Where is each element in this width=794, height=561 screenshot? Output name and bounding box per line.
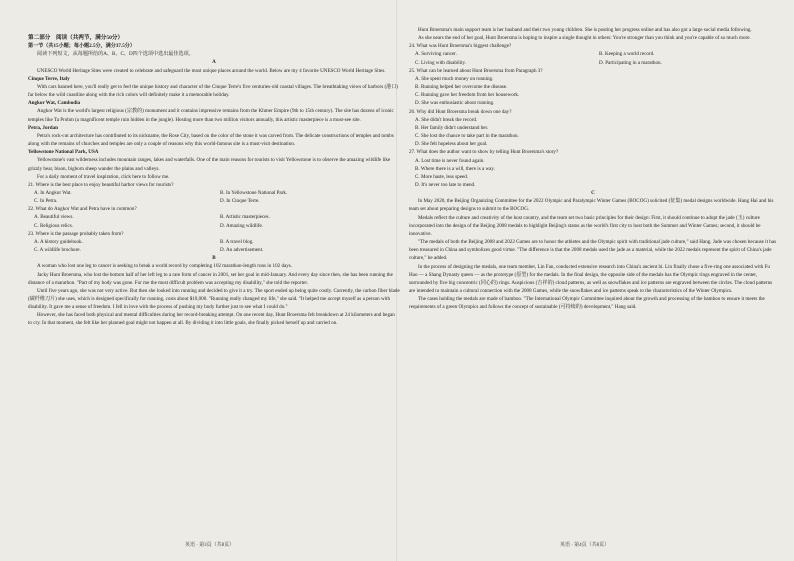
passage-b-paragraph: Until five years ago, she was not very active. But then she looked into running and decided to give it a try. The sport ended up being quite costly. Currently, the carbon fiber blade (碳纤维刀片) she uses, which is designed specifically for running, costs about $10,000. "Running really changed my life," she said. "It helped me accept myself as a person with disability. It gave me a sense of freedom. I fell in love with the process of pushing my body further just to see what I could do." — [28, 287, 400, 311]
question-24: 24. What was Hunt Broersma's biggest challenge? — [409, 43, 512, 50]
option: A. Surviving cancer. — [415, 51, 457, 58]
option: C. Running gave her freedom from her housework. — [415, 92, 520, 99]
option: B. Where there is a will, there is a way. — [415, 165, 495, 172]
passage-b-paragraph: However, she has faced both physical and mental difficulties during her record-breaking attempt. On one recent day, Hunt Broersma felt breakdown at 24 kilometers and began to cry. In that moment, she felt like her planned goal might not happen at all. By dividing it into little goals, she finally picked herself up and carried on. — [28, 312, 395, 327]
site-title-petra: Petra, Jordan — [28, 124, 58, 131]
passage-b-paragraph: Jacky Hunt Broersma, who lost the bottom half of her left leg to a rare form of cancer in 2001, set her goal in mid-January. And every day since then, she has been running the distance of a marathon. "Part of my body was gone. For me the most difficult problem was accepting my disability," she told the reporter. — [28, 271, 393, 286]
option: C. She lost the chance to take part in the marathon. — [415, 133, 519, 140]
option: C. A wildlife brochure. — [34, 247, 81, 254]
question-21-options — [28, 197, 400, 205]
question-23-options — [28, 246, 400, 254]
option: C. Religious relics. — [34, 222, 74, 229]
site-title-cinque-terre: Cinque Terre, Italy — [28, 75, 70, 82]
option: C. In Petra. — [34, 198, 58, 205]
passage-a-closing: For a daily moment of travel inspiration, click here to follow me. — [37, 173, 170, 180]
option: B. Her family didn't understand her. — [415, 124, 489, 131]
option: B. A travel blog. — [220, 238, 254, 245]
option: D. In Cinque Terre. — [220, 198, 260, 205]
page-footer-right: 英语 · 第4页（共8页） — [560, 543, 610, 548]
section-heading: 第二部分 阅读（共两节，满分50分） — [28, 35, 124, 41]
site-text-angkor-wat: Angkor Wat is the world's largest religious (宗教的) monument and it contains impressive remains from the Khmer Empire (9th to 15th century). The site has dozens of iconic temples like Ta Prohm (a magnificent temple ruin hidden in the jungle). Hosting more than two million visitors annually, this artistic masterpiece is a must-see site. — [28, 108, 394, 123]
question-23-options — [28, 238, 400, 246]
question-23: 23. Where is the passage probably taken from? — [28, 230, 124, 237]
question-21-options — [28, 189, 400, 197]
passage-b-paragraph: A woman who lost one leg to cancer is seeking to break a world record by completing 102 marathon-length runs in 102 days. — [37, 263, 293, 270]
option: B. Running helped her overcome the disease. — [415, 84, 508, 91]
question-27: 27. What does the author want to show by telling Hunt Broersma's story? — [409, 149, 559, 156]
option: D. Amazing wildlife. — [220, 222, 264, 229]
right-page — [409, 26, 777, 311]
option: A. Beautiful views. — [34, 214, 74, 221]
passage-b-paragraph: Hunt Broersma's main support team is her husband and their two young children. She is posting her progress online and has also got a large social media following. — [418, 27, 752, 33]
passage-c-paragraph: "The medals of both the Beijing 2008 and 2022 Games are to honor the athletes and the Olympic spirit with traditional jade culture," said Hang. Jade was chosen because it has been treasured in China and symbolizes good virtue. "The difference is that the 2008 medals used the jade as a material, while the 2022 medals represent the spirit of China's jade culture," he added. — [409, 239, 777, 262]
passage-b-paragraph: As she nears the end of her goal, Hunt Broersma is hoping to inspire a single thought in others: You're stronger than you think and you're capable of so much more. — [418, 35, 751, 42]
option: B. Keeping a world record. — [599, 51, 655, 58]
question-22-options — [28, 222, 400, 230]
option: D. It's never too late to mend. — [415, 181, 476, 188]
option: D. Participating in a marathon. — [599, 59, 662, 66]
passage-c-paragraph: In May 2020, the Beijing Organizing Committee for the 2022 Olympic and Paralympic Winter Games (BOCOG) solicited (征集) medal designs worldwide. Hang Hai and his team set about preparing designs to submit to the BOCOG. — [409, 198, 774, 213]
site-title-yellowstone: Yellowstone National Park, USA — [28, 149, 99, 156]
option: D. An advertisement. — [220, 247, 264, 254]
option: B. Artistic masterpieces. — [220, 214, 270, 221]
instruction-text: 阅读下列短文，从每题所给的A、B、C、D四个选项中选出最佳选项。 — [37, 51, 194, 58]
passage-b-label: B — [212, 255, 216, 262]
option: A. A history guidebook. — [34, 238, 83, 245]
option: D. She felt hopeless about her goal. — [415, 141, 488, 148]
site-text-yellowstone: Yellowstone's vast wilderness includes mountain ranges, lakes and waterfalls. One of the main reasons for tourists to visit Yellowstone is to observe the amazing wildlife like grizzly bear, bison, bighorn sheep wander the plains and valleys. — [28, 157, 391, 172]
left-page — [28, 34, 400, 328]
passage-c-label: C — [591, 190, 595, 197]
option: A. She spent much money on running. — [415, 75, 494, 82]
question-21: 21. Where is the best place to enjoy beautiful harbor views for tourists? — [28, 181, 174, 188]
question-22: 22. What do Angkor Wat and Petra have in common? — [28, 206, 137, 213]
passage-c-paragraph: The cases holding the medals are made of bamboo. "The International Olympic Committee inquired about the growth and processing of the bamboo to ensure it meets the requirements of a green Olympics and follows the concept of sustainable (可持续的) development," Hang said. — [409, 296, 765, 311]
part-heading: 第一节（共15小题；每小题2.5分，满分37.5分） — [28, 43, 135, 50]
site-text-cinque-terre: With cars banned here, you'll really get to feel the unique history and character of the Cinque Terre's five centuries-old coastal villages. The breathtaking views of harbors (港口) far below the wild coastline along with the rich colors will definitely make it a memorable holiday. — [28, 83, 399, 99]
option: C. More haste, less speed. — [415, 173, 469, 180]
question-26: 26. Why did Hunt Broersma break down one day? — [409, 108, 512, 115]
question-24-options — [409, 59, 777, 67]
site-title-angkor-wat: Angkor Wat, Cambodia — [28, 100, 81, 107]
question-25: 25. What can be learned about Hunt Broersma from Paragraph 3? — [409, 67, 543, 74]
option: B. In Yellowstone National Park. — [220, 189, 288, 196]
question-22-options — [28, 213, 400, 221]
option: D. She was enthusiastic about running. — [415, 100, 495, 107]
option: A. Lost time is never found again. — [415, 157, 485, 164]
site-text-petra: Petra's rock-cut architecture has contributed to its nickname, the Rose City, based on the color of the stone it was carved from. The delicate constructions of temples and tombs along with the remains of churches and temples are only a couple of reasons why this world-famous site is a must-visit destination. — [28, 132, 394, 148]
passage-a-intro: UNESCO World Heritage Sites were created to celebrate and safeguard the most unique places around the world. Below are my 4 favorite UNESCO World Heritage Sites. — [37, 67, 386, 74]
question-24-options — [409, 50, 777, 58]
page-footer-left: 英语 · 第3页（共8页） — [185, 543, 235, 548]
option: A. She didn't break the record. — [415, 116, 478, 123]
option: A. In Angkor Wat. — [34, 189, 72, 196]
passage-a-label: A — [212, 59, 216, 66]
passage-c-paragraph: In the process of designing the medals, one team member, Lin Fan, conducted extensive research into China's ancient bi. Lin finally chose a five-ring one associated with Fu Hao — a Shang Dynasty queen — as the prototype (原型) for the medals. In the final design, the opposite side of the medals has the Olympic rings engraved in the center, surrounded by five big concentric (同心的) rings. Auspicious (吉祥的) cloud patterns, as well as snowflakes and ice patterns are engraved between the circles. The cloud patterns are intended to maintain a cultural connection with the 2008 Games, while the snowflakes and ice patterns speak to the characteristics of the Winter Olympics. — [409, 263, 773, 294]
passage-c-paragraph: Medals reflect the culture and creativity of the host country, and the team set two basic principles for their design: First, it should continue to adopt the jade (玉) culture incorporated into the design of the Beijing 2008 medals to highlight Beijing's status as the world's first city to host both the Summer and Winter Games; second, it should be innovative. — [409, 214, 761, 237]
option: C. Living with disability. — [415, 59, 467, 66]
